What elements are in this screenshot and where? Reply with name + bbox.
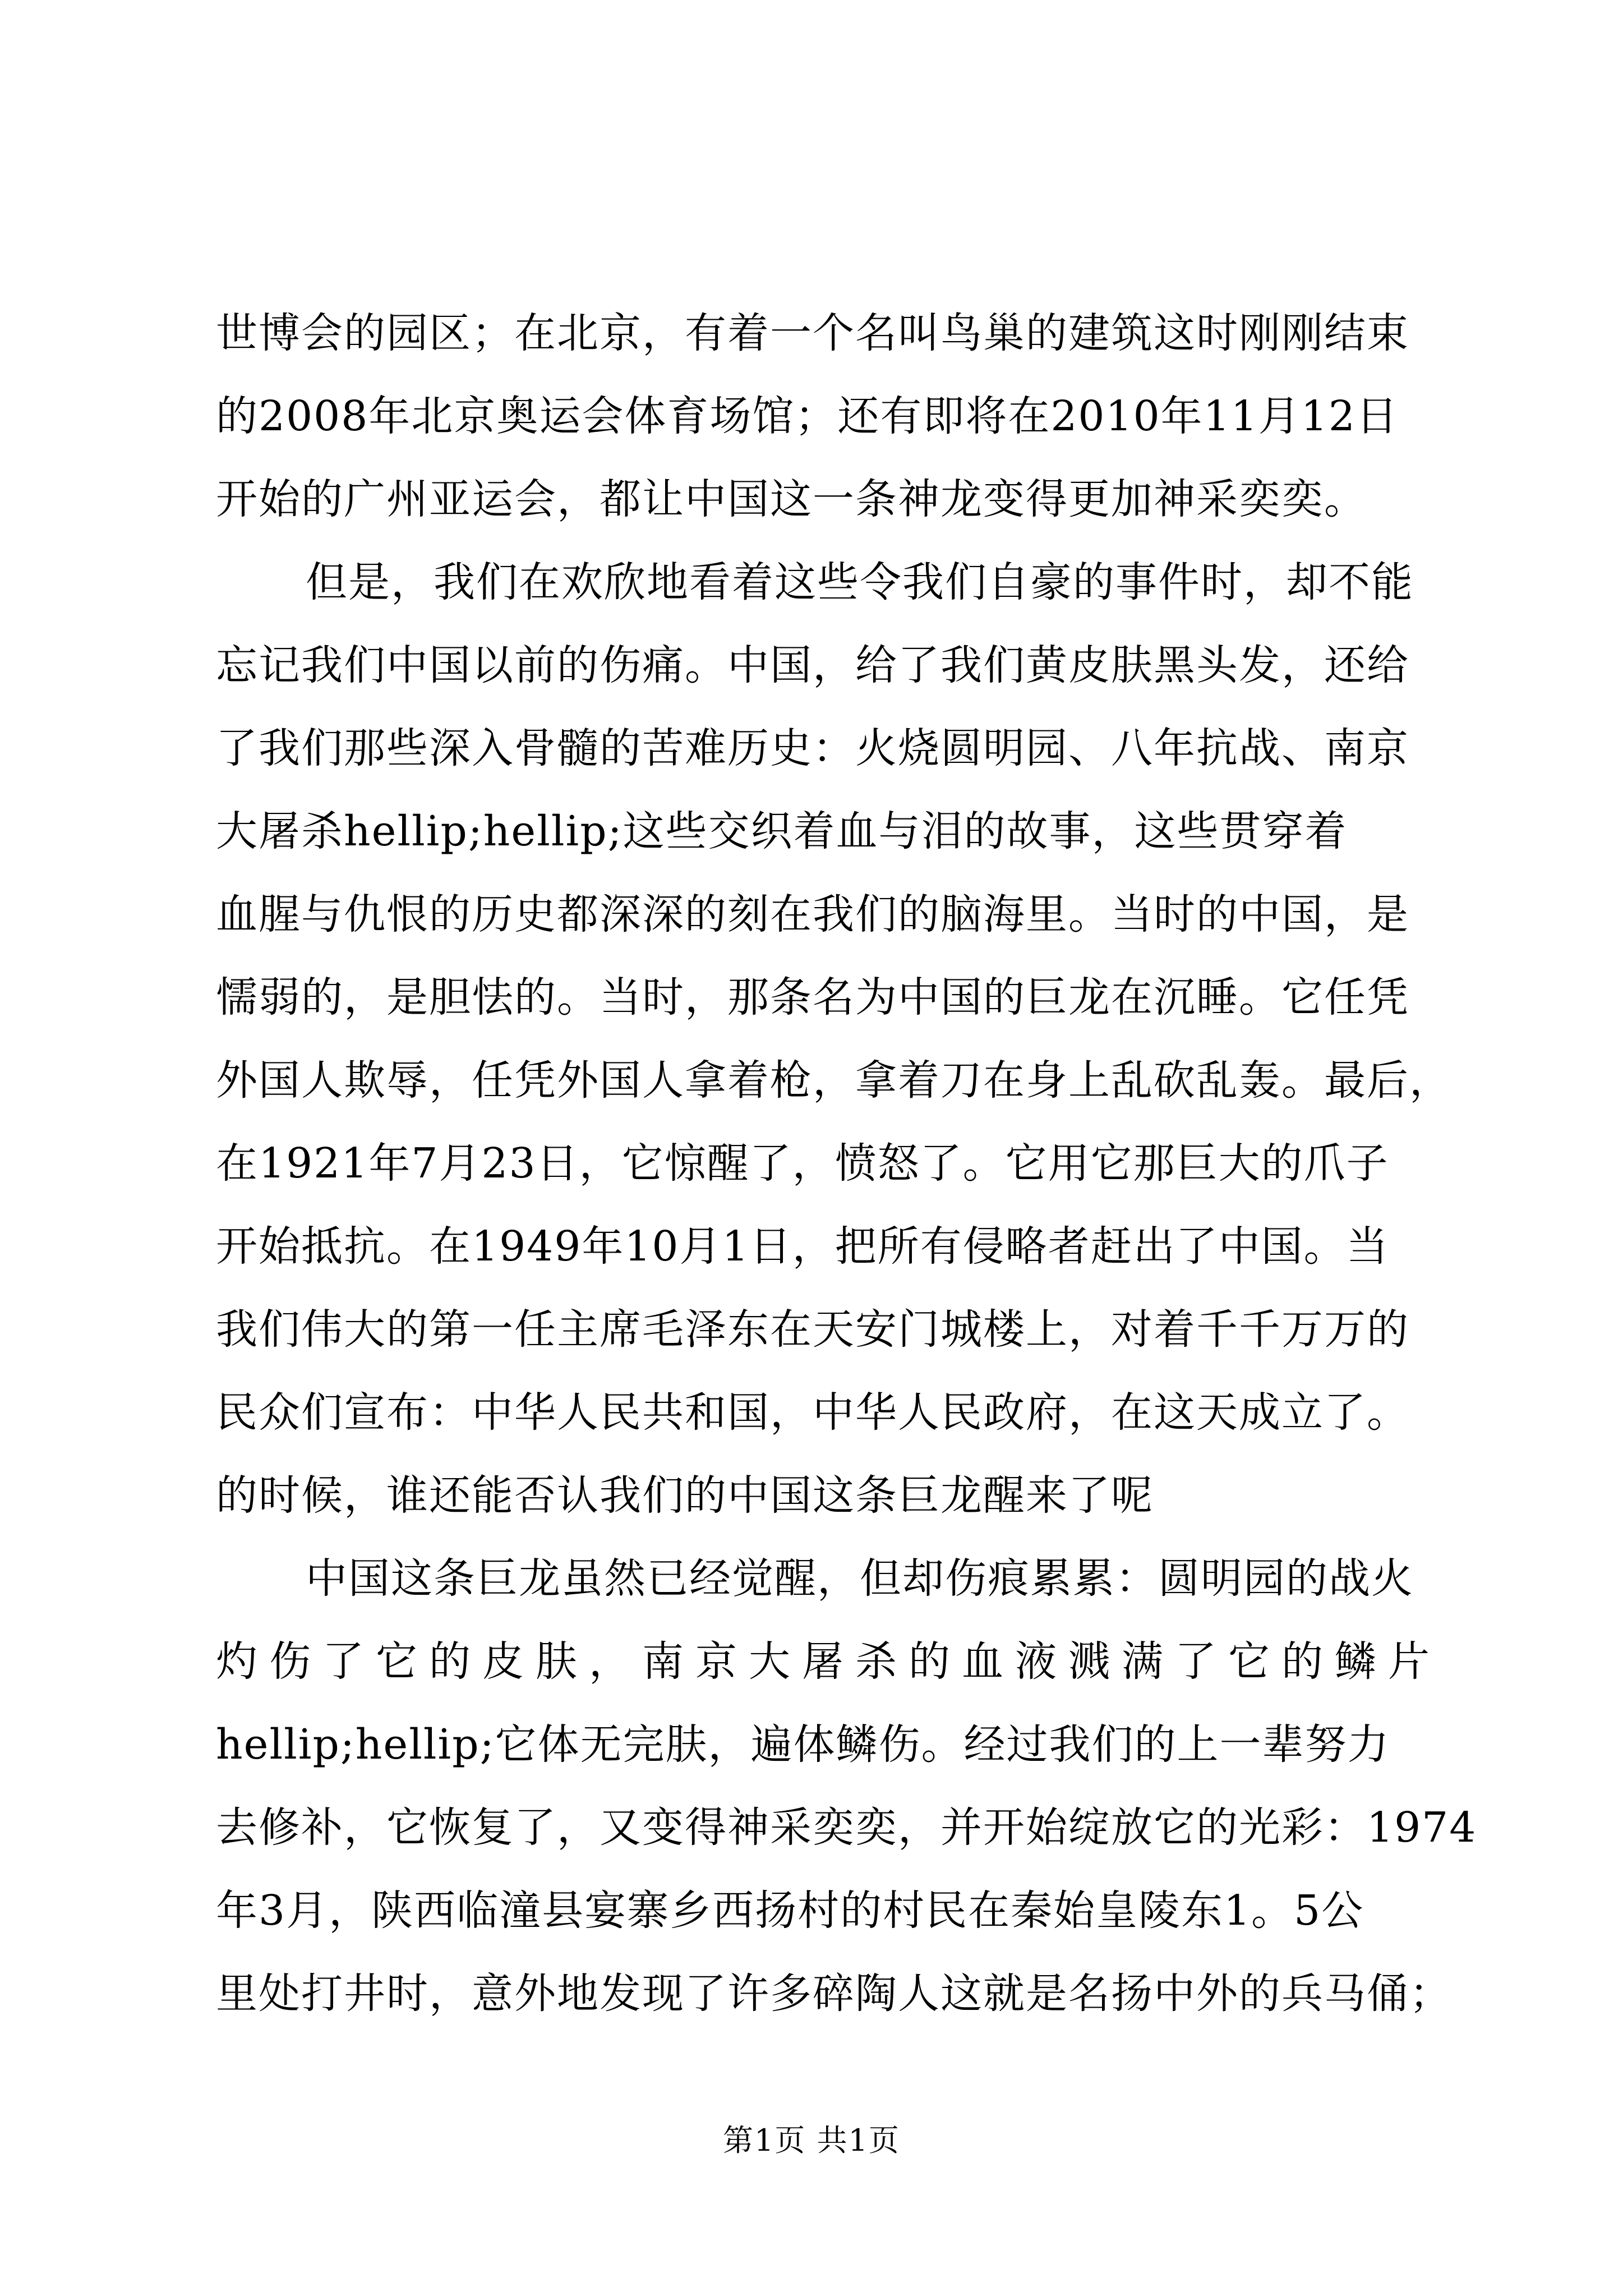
text-line: 外国人欺辱，任凭外国人拿着枪，拿着刀在身上乱砍乱轰。最后，	[216, 1056, 1452, 1105]
text-line: 的2008年北京奥运会体育场馆；还有即将在2010年11月12日	[216, 392, 1399, 440]
paragraph	[216, 1537, 1477, 2035]
text-line: 大屠杀hellip;hellip;这些交织着血与泪的故事，这些贯穿着	[216, 807, 1348, 855]
text-line: 血腥与仇恨的历史都深深的刻在我们的脑海里。当时的中国，是	[216, 890, 1409, 938]
text-line: 中国这条巨龙虽然已经觉醒，但却伤痕累累：圆明园的战火	[306, 1554, 1414, 1603]
text-line: 了我们那些深入骨髓的苦难历史：火烧圆明园、八年抗战、南京	[216, 724, 1409, 772]
text-line: 民众们宣布：中华人民共和国，中华人民政府，在这天成立了。	[216, 1388, 1409, 1437]
document-body	[216, 292, 1477, 2035]
text-line: 我们伟大的第一任主席毛泽东在天安门城楼上，对着千千万万的	[216, 1305, 1409, 1354]
text-line: 世博会的园区；在北京，有着一个名叫鸟巢的建筑这时刚刚结束	[216, 309, 1409, 357]
page-number-label: 第1页 共1页	[723, 2123, 900, 2158]
text-line: 在1921年7月23日，它惊醒了，愤怒了。它用它那巨大的爪子	[216, 1139, 1389, 1188]
text-line: hellip;hellip;它体无完肤，遍体鳞伤。经过我们的上一辈努力	[216, 1720, 1390, 1769]
paragraph	[216, 292, 1422, 541]
text-line: 忘记我们中国以前的伤痛。中国，给了我们黄皮肤黑头发，还给	[216, 641, 1409, 689]
page-footer	[0, 2118, 1623, 2163]
text-line: 开始的广州亚运会，都让中国这一条神龙变得更加神采奕奕。	[216, 475, 1367, 523]
text-line: 年3月，陕西临潼县宴寨乡西扬村的村民在秦始皇陵东1。5公	[216, 1887, 1364, 1935]
text-line: 但是，我们在欢欣地看着这些令我们自豪的事件时，却不能	[306, 558, 1414, 606]
text-line: 懦弱的，是胆怯的。当时，那条名为中国的巨龙在沉睡。它任凭	[216, 973, 1409, 1022]
text-line: 灼伤了它的皮肤，南京大屠杀的血液溅满了它的鳞片	[216, 1637, 1441, 1686]
paragraph	[216, 541, 1452, 1537]
text-line: 开始抵抗。在1949年10月1日，把所有侵略者赶出了中国。当	[216, 1222, 1389, 1271]
text-line: 去修补，它恢复了，又变得神采奕奕，并开始绽放它的光彩：1974	[216, 1803, 1477, 1852]
text-line: 里处打井时，意外地发现了许多碎陶人这就是名扬中外的兵马俑；	[216, 1970, 1452, 2018]
text-line: 的时候，谁还能否认我们的中国这条巨龙醒来了呢	[216, 1471, 1154, 1520]
